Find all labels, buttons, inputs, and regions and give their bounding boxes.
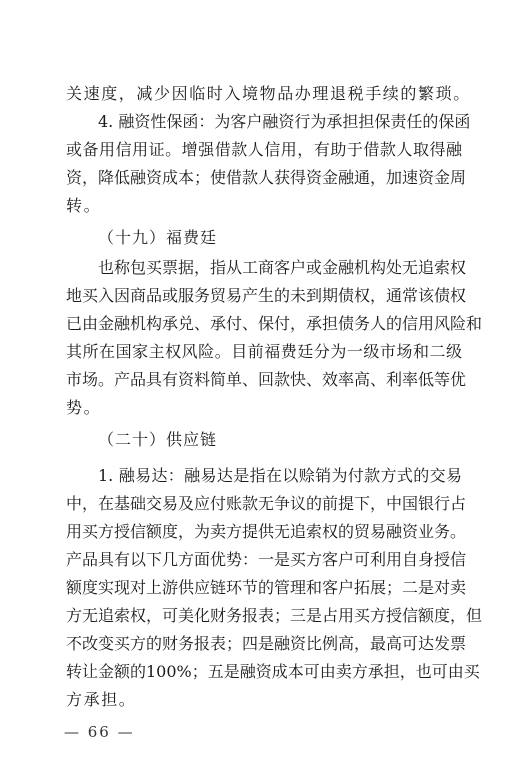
section-heading: （十九）福费廷: [98, 228, 218, 247]
paragraph-line: 转。: [66, 196, 102, 215]
paragraph-line: 转让金额的100%；五是融资成本可由卖方承担，也可由买: [66, 662, 480, 681]
paragraph-line: 产品具有以下几方面优势：一是买方客户可利用自身授信: [66, 550, 467, 569]
paragraph-line: 方承担。: [66, 690, 137, 709]
paragraph-line: 中，在基础交易及应付账款无争议的前提下，中国银行占: [66, 494, 467, 513]
page-number: — 66 —: [64, 723, 135, 741]
paragraph-line: 关速度，减少因临时入境物品办理退税手续的繁琐。: [66, 84, 471, 103]
paragraph-line: 或备用信用证。增强借款人信用，有助于借款人取得融: [66, 140, 462, 159]
paragraph-line: 其所在国家主权风险。目前福费廷分为一级市场和二级: [66, 342, 462, 361]
paragraph-line: 市场。产品具有资料简单、回款快、效率高、利率低等优: [66, 370, 467, 389]
paragraph-line: 额度实现对上游供应链环节的管理和客户拓展；二是对卖: [66, 578, 467, 597]
paragraph-line: 方无追索权，可美化财务报表；三是占用买方授信额度，但: [66, 606, 483, 625]
paragraph-line: 地买入因商品或服务贸易产生的未到期债权，通常该债权: [66, 286, 467, 305]
section-heading: （二十）供应链: [98, 430, 218, 449]
paragraph-line: 已由金融机构承兑、承付、保付，承担债务人的信用风险和: [66, 314, 483, 333]
paragraph-line: 也称包买票据，指从工商客户或金融机构处无追索权: [98, 258, 467, 277]
paragraph-line: 不改变买方的财务报表；四是融资比例高，最高可达发票: [66, 634, 467, 653]
paragraph-line: 4. 融资性保函：为客户融资行为承担担保责任的保函: [98, 112, 471, 131]
paragraph-line: 势。: [66, 398, 102, 417]
paragraph-line: 资，降低融资成本；使借款人获得资金融通，加速资金周: [66, 168, 467, 187]
paragraph-line: 用买方授信额度，为卖方提供无追索权的贸易融资业务。: [66, 522, 467, 541]
paragraph-line: 1. 融易达：融易达是指在以赊销为付款方式的交易: [98, 466, 462, 485]
